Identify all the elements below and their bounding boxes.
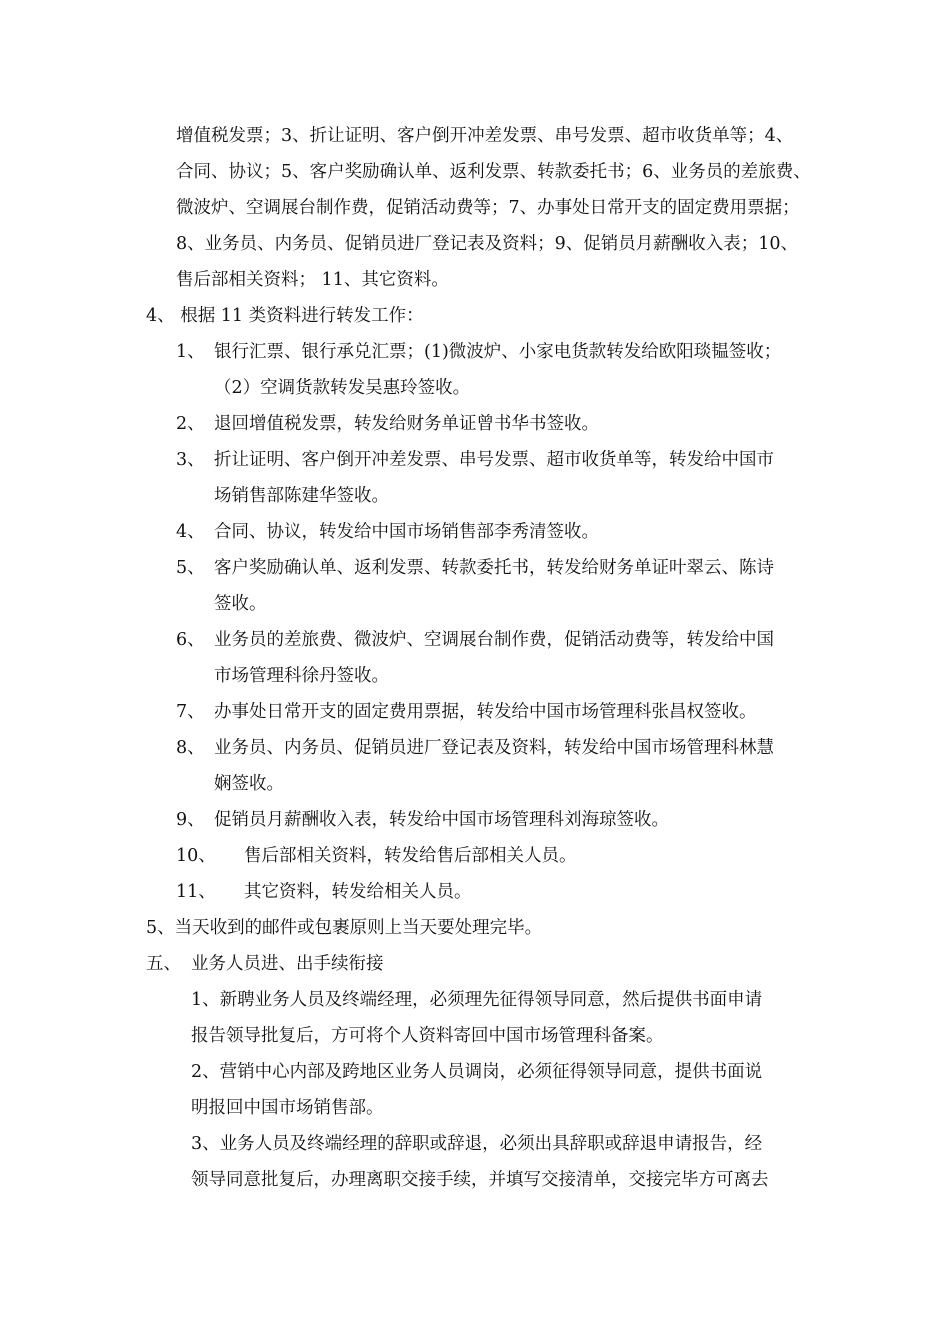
- chapter5-paragraph-line: 1、新聘业务人员及终端经理，必须理先征得领导同意，然后提供书面申请: [191, 990, 763, 1010]
- item-number: 4、: [176, 522, 205, 542]
- chapter5-paragraph-line: 3、业务人员及终端经理的辞职或辞退，必须出具辞职或辞退申请报告，经: [191, 1134, 763, 1154]
- chapter5-paragraph-line: 领导同意批复后，办理离职交接手续，并填写交接清单，交接完毕方可离去: [191, 1170, 769, 1190]
- item-number: 7、: [176, 702, 205, 722]
- item-line: 售后部相关资料，转发给售后部相关人员。: [244, 846, 577, 866]
- item-number: 11、: [176, 882, 216, 902]
- item-number: 6、: [176, 630, 205, 650]
- chapter5-paragraph-line: 2、营销中心内部及跨地区业务人员调岗，必须征得领导同意，提供书面说: [191, 1062, 763, 1082]
- item-number: 8、: [176, 738, 205, 758]
- item-line: （2）空调货款转发吴惠玲签收。: [214, 378, 471, 398]
- item-line: 银行汇票、银行承兑汇票；(1)微波炉、小家电货款转发给欧阳琰韫签收；: [214, 342, 782, 362]
- item-line: 合同、协议，转发给中国市场销售部李秀清签收。: [214, 522, 599, 542]
- item-line: 业务员、内务员、促销员进厂登记表及资料，转发给中国市场管理科林慧: [214, 738, 774, 758]
- chapter5-heading: 业务人员进、出手续衔接: [191, 954, 384, 974]
- item-number: 5、: [176, 558, 205, 578]
- item-line: 签收。: [214, 594, 267, 614]
- item-line: 办事处日常开支的固定费用票据，转发给中国市场管理科张昌权签收。: [214, 702, 757, 722]
- item-number: 1、: [176, 342, 205, 362]
- item-number: 10、: [176, 846, 216, 866]
- item-line: 客户奖励确认单、返利发票、转款委托书，转发给财务单证叶翠云、陈诗: [214, 558, 774, 578]
- intro-line-3: 微波炉、空调展台制作费，促销活动费等；7、办事处日常开支的固定费用票据；: [176, 198, 800, 218]
- item-line: 娴签收。: [214, 774, 284, 794]
- item-line: 市场管理科徐丹签收。: [214, 666, 389, 686]
- item-line: 促销员月薪酬收入表，转发给中国市场管理科刘海琼签收。: [214, 810, 669, 830]
- item-number: 3、: [176, 450, 205, 470]
- item-number: 2、: [176, 414, 205, 434]
- chapter5-paragraph-line: 报告领导批复后，方可将个人资料寄回中国市场管理科备案。: [191, 1026, 664, 1046]
- section4-heading: 4、 根据 11 类资料进行转发工作：: [146, 306, 424, 326]
- item-line: 折让证明、客户倒开冲差发票、串号发票、超市收货单等，转发给中国市: [214, 450, 774, 470]
- chapter5-heading-number: 五、: [146, 954, 181, 974]
- item-line: 业务员的差旅费、微波炉、空调展台制作费，促销活动费等，转发给中国: [214, 630, 774, 650]
- item-number: 9、: [176, 810, 205, 830]
- intro-line-1: 增值税发票；3、折让证明、客户倒开冲差发票、串号发票、超市收货单等；4、: [176, 126, 794, 146]
- intro-line-4: 8、业务员、内务员、促销员进厂登记表及资料；9、促销员月薪酬收入表；10、: [176, 234, 799, 254]
- chapter5-paragraph-line: 明报回中国市场销售部。: [191, 1098, 384, 1118]
- item-line: 其它资料，转发给相关人员。: [244, 882, 472, 902]
- intro-line-5: 售后部相关资料； 11、其它资料。: [176, 270, 449, 290]
- item-line: 场销售部陈建华签收。: [214, 486, 389, 506]
- section5-text: 5、当天收到的邮件或包裹原则上当天要处理完毕。: [146, 918, 543, 938]
- intro-line-2: 合同、协议；5、客户奖励确认单、返利发票、转款委托书；6、业务员的差旅费、: [176, 162, 811, 182]
- item-line: 退回增值税发票，转发给财务单证曾书华书签收。: [214, 414, 599, 434]
